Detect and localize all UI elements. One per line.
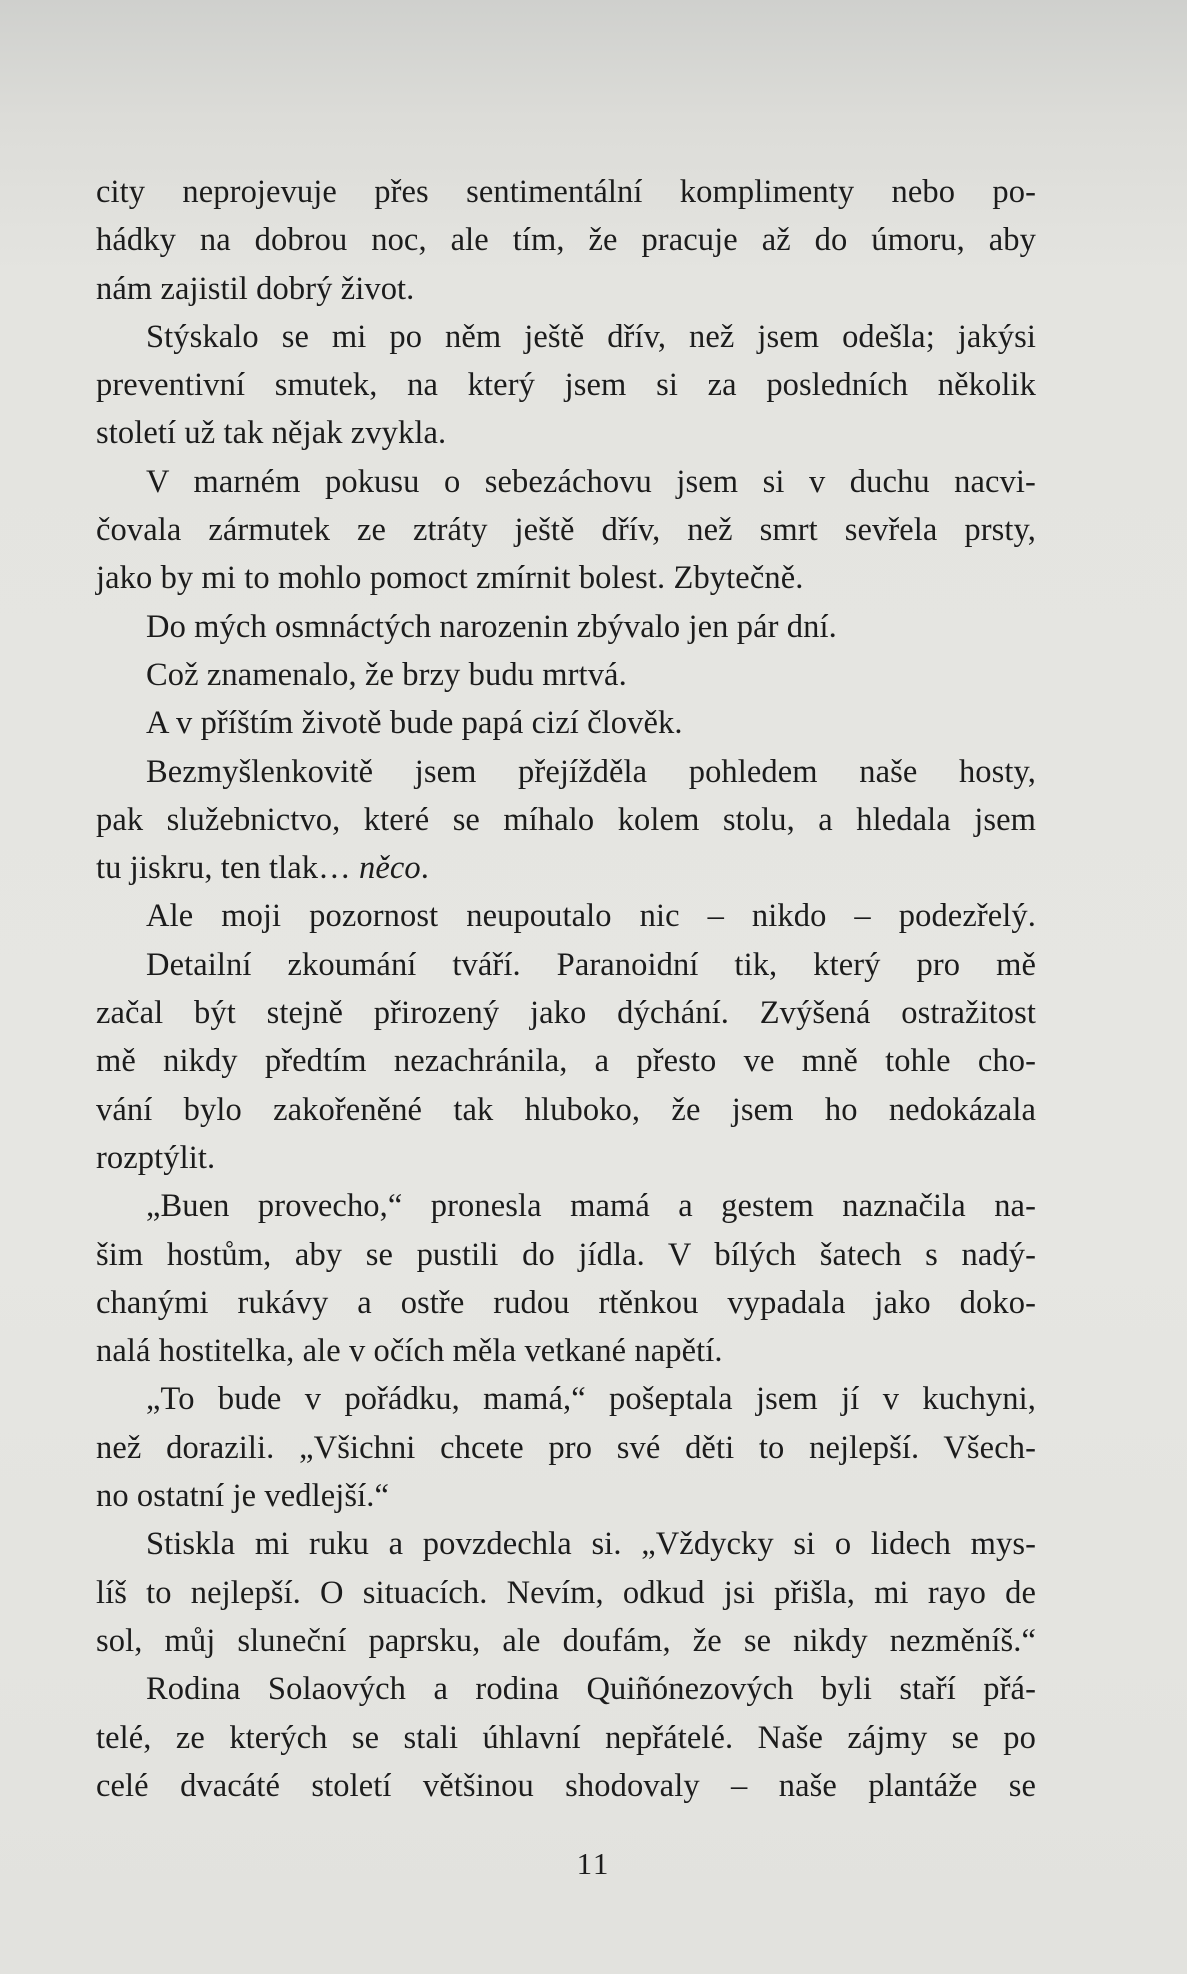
text-line: pak služebnictvo, které se míhalo kolem stolu, a hledala jsem [96, 801, 1036, 838]
text-line: začal být stejně přirozený jako dýchání. Zvýšená ostražitost [96, 995, 1036, 1032]
text-line: Stiskla mi ruku a povzdechla si. „Vždycky si o lidech mys- [146, 1526, 1036, 1563]
text-line: A v příštím životě bude papá cizí člověk. [146, 705, 683, 742]
text-line: no ostatní je vedlejší.“ [96, 1478, 390, 1515]
body-text [96, 168, 1036, 1810]
text-line: Stýskalo se mi po něm ještě dřív, než jsem odešla; jakýsi [146, 318, 1036, 355]
page-number: 11 [576, 1846, 611, 1881]
emphasis-text: něco [358, 850, 421, 887]
text-line: nalá hostitelka, ale v očích měla vetkané napětí. [96, 1333, 723, 1370]
text-line: chanými rukávy a ostře rudou rtěnkou vypadala jako doko- [96, 1284, 1036, 1321]
text-line: preventivní smutek, na který jsem si za posledních několik [96, 367, 1036, 404]
text-line: celé dvacáté století většinou shodovaly – naše plantáže se [96, 1767, 1036, 1804]
text-line: Detailní zkoumání tváří. Paranoidní tik, který pro mě [146, 946, 1036, 983]
text-line: mě nikdy předtím nezachránila, a přesto ve mně tohle cho- [96, 1043, 1036, 1080]
text-line: „To bude v pořádku, mamá,“ pošeptala jsem jí v kuchyni, [146, 1381, 1036, 1418]
text-line: Rodina Solaových a rodina Quiñónezových byli staří přá- [146, 1671, 1036, 1708]
text-line: sol, můj sluneční paprsku, ale doufám, že se nikdy nezměníš.“ [96, 1622, 1036, 1659]
text-line: V marném pokusu o sebezáchovu jsem si v duchu nacvi- [146, 463, 1036, 500]
text-line: šim hostům, aby se pustili do jídla. V bílých šatech s nadý- [96, 1236, 1036, 1273]
text-line: rozptýlit. [96, 1139, 216, 1176]
text-line: Do mých osmnáctých narozenin zbývalo jen pár dní. [146, 608, 837, 645]
text-line: city neprojevuje přes sentimentální komplimenty nebo po- [96, 174, 1036, 210]
text-line: hádky na dobrou noc, ale tím, že pracuje až do úmoru, aby [96, 222, 1036, 259]
text-line: vání bylo zakořeněné tak hluboko, že jsem ho nedokázala [96, 1091, 1036, 1128]
text-line: líš to nejlepší. O situacích. Nevím, odkud jsi přišla, mi rayo de [96, 1574, 1036, 1611]
text-segment: tu jiskru, ten tlak… [96, 850, 359, 887]
text-line: jako by mi to mohlo pomoct zmírnit bolest. Zbytečně. [96, 560, 804, 597]
text-line: století už tak nějak zvykla. [96, 415, 447, 452]
text-line: Což znamenalo, že brzy budu mrtvá. [146, 656, 627, 693]
text-segment: . [420, 850, 429, 887]
text-line: nám zajistil dobrý život. [96, 270, 415, 307]
text-line: telé, ze kterých se stali úhlavní nepřátelé. Naše zájmy se po [96, 1719, 1036, 1756]
text-line: než dorazili. „Všichni chcete pro své děti to nejlepší. Všech- [96, 1429, 1036, 1466]
text-line: „Buen provecho,“ pronesla mamá a gestem naznačila na- [146, 1188, 1036, 1225]
text-line [96, 844, 1036, 892]
text-line: Bezmyšlenkovitě jsem přejížděla pohledem naše hosty, [146, 753, 1036, 790]
text-line: čovala zármutek ze ztráty ještě dřív, než smrt sevřela prsty, [96, 512, 1036, 549]
text-line: Ale moji pozornost neupoutalo nic – nikdo – podezřelý. [146, 898, 1036, 935]
